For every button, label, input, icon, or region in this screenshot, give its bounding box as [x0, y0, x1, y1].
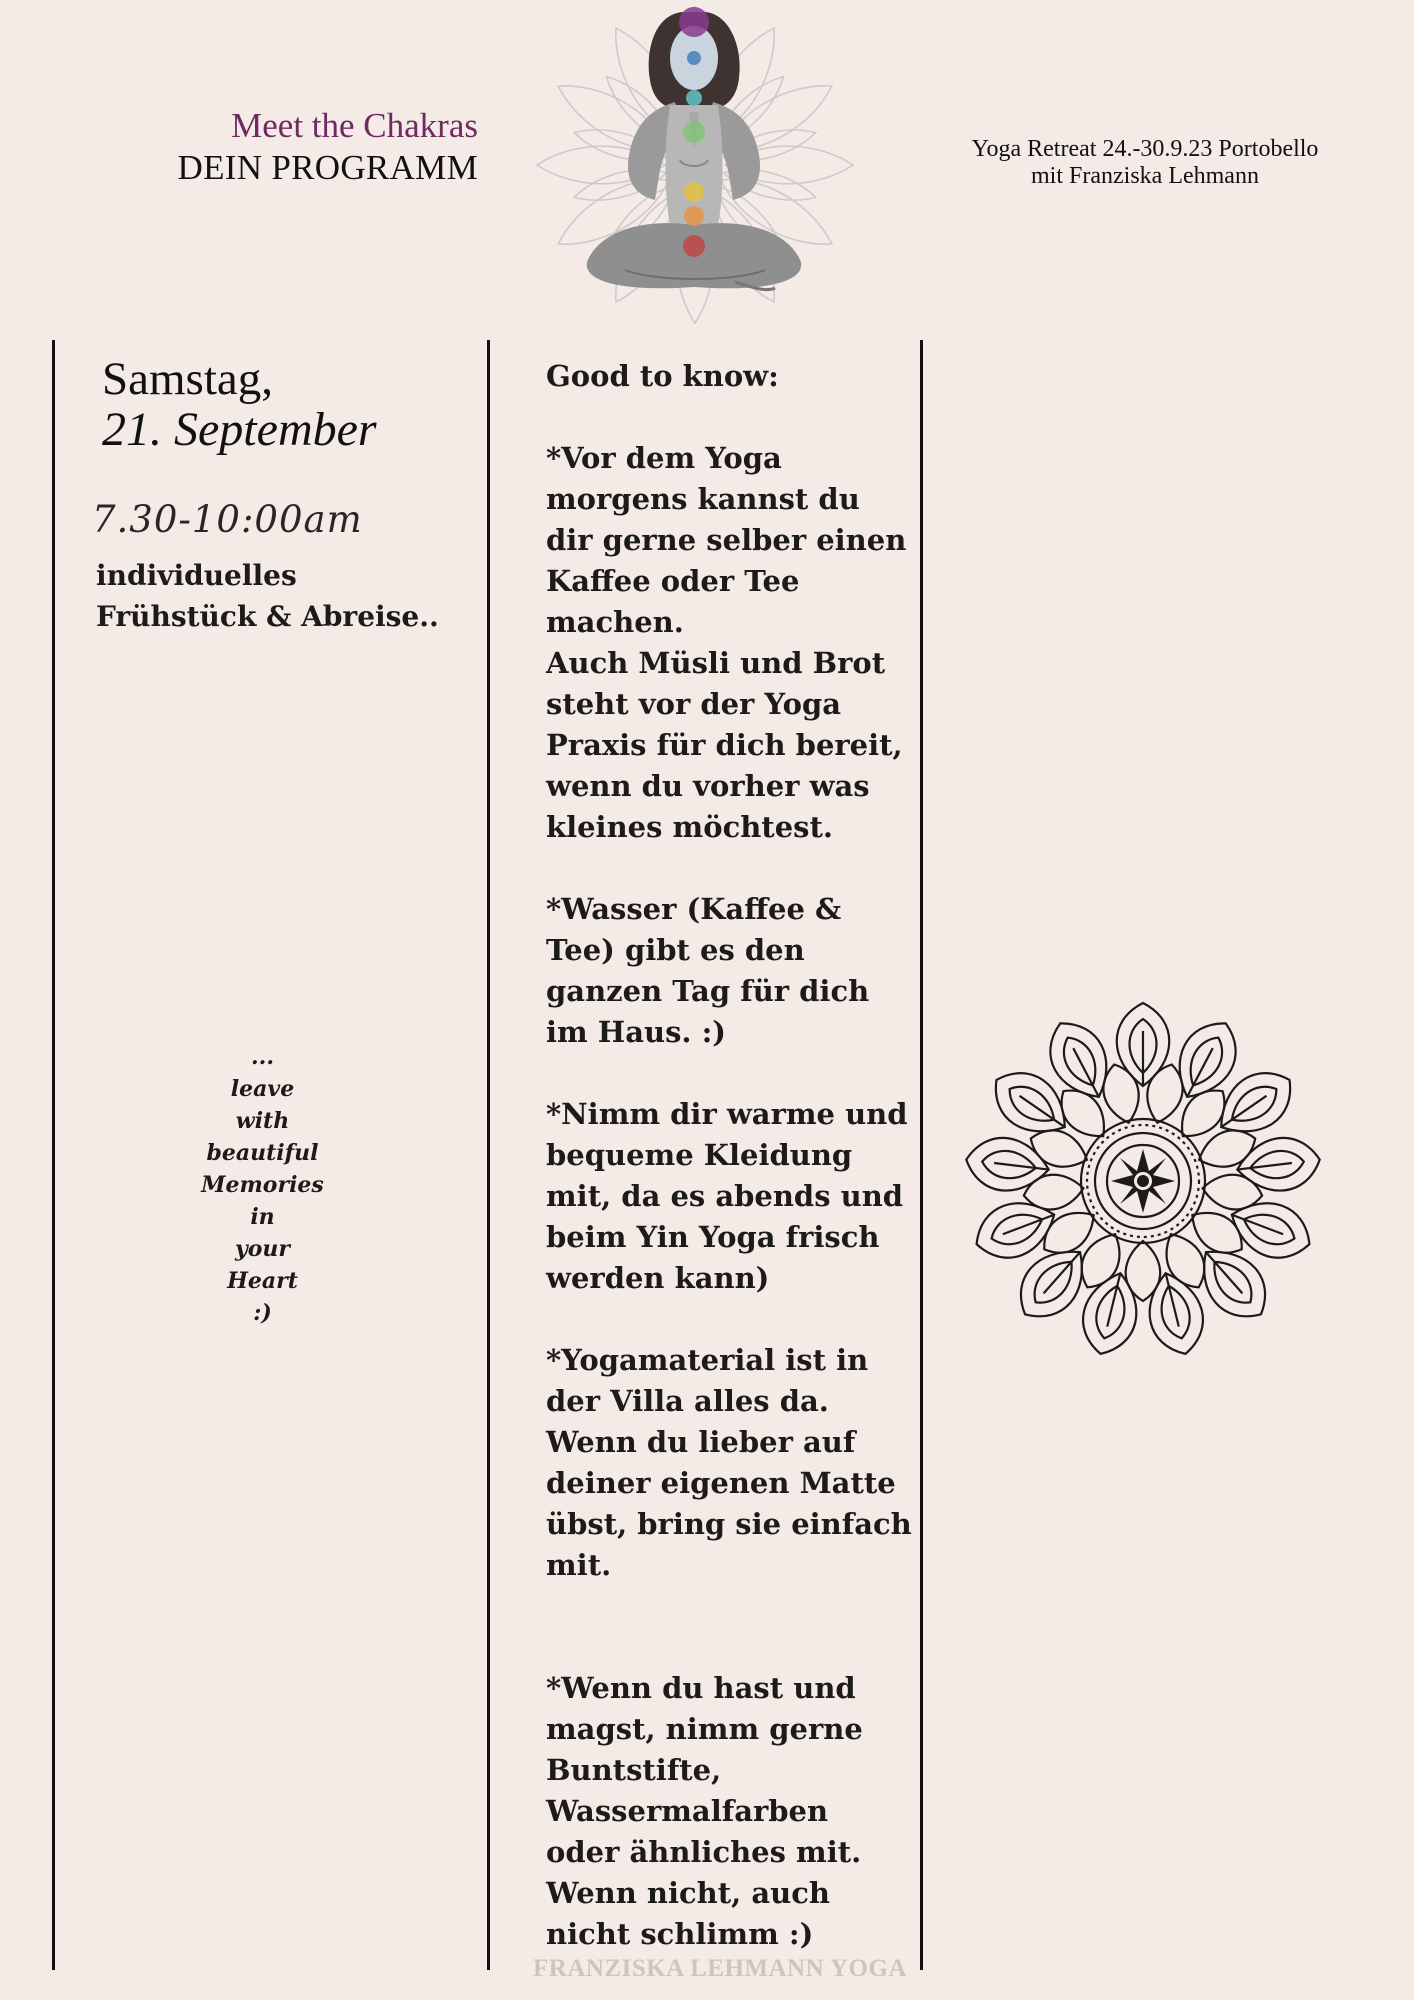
farewell-line: in — [250, 1204, 275, 1230]
chakra-meditation-figure — [505, 0, 885, 345]
farewell-line: Memories — [201, 1172, 324, 1198]
mandala-icon — [960, 998, 1326, 1364]
day-heading: Samstag, — [102, 353, 274, 405]
good-to-know-heading: Good to know: — [546, 359, 779, 393]
note-clothing: *Nimm dir warme und bequeme Kleidung mit, da es abends und beim Yin Yoga frisch werden kann) — [546, 1097, 908, 1295]
retreat-host: mit Franziska Lehmann — [1031, 163, 1259, 189]
note-yoga-material: *Yogamaterial ist in der Villa alles da. Wenn du lieber auf deiner eigenen Matte übst, bring sie einfach mit. — [546, 1343, 912, 1582]
note-art-supplies: *Wenn du hast und magst, nimm gerne Buntstifte, Wassermalfarben oder ähnliches mit. Wenn nicht, auch nicht schlimm :) — [546, 1671, 863, 1951]
farewell-line: with — [235, 1108, 290, 1134]
program-heading: DEIN PROGRAMM — [177, 148, 478, 187]
farewell-line: Heart — [227, 1268, 298, 1294]
activity-text: individuelles Frühstück & Abreise.. — [96, 559, 439, 633]
header-title: Meet the Chakras — [231, 106, 478, 145]
note-water: *Wasser (Kaffee & Tee) gibt es den ganzen Tag für dich im Haus. :) — [546, 892, 870, 1049]
farewell-message — [180, 1041, 345, 1329]
retreat-info: Yoga Retreat 24.-30.9.23 Portobello — [971, 136, 1319, 162]
farewell-line: :) — [253, 1300, 272, 1326]
date-heading: 21. September — [102, 403, 377, 456]
time-slot: 7.30-10:00am — [92, 498, 363, 541]
farewell-line: ... — [251, 1044, 274, 1070]
column-divider-middle — [487, 340, 490, 1970]
farewell-line: your — [234, 1236, 291, 1262]
column-divider-left — [52, 340, 55, 1970]
note-breakfast: *Vor dem Yoga morgens kannst du dir gerne selber einen Kaffee oder Tee machen. Auch Müsli und Brot steht vor der Yoga Praxis für dich bereit, wenn du vorher was kleines möchtest. — [546, 441, 907, 844]
footer-brand: FRANZISKA LEHMANN YOGA — [533, 1955, 907, 1982]
farewell-line: leave — [230, 1076, 295, 1102]
farewell-line: beautiful — [206, 1140, 319, 1166]
